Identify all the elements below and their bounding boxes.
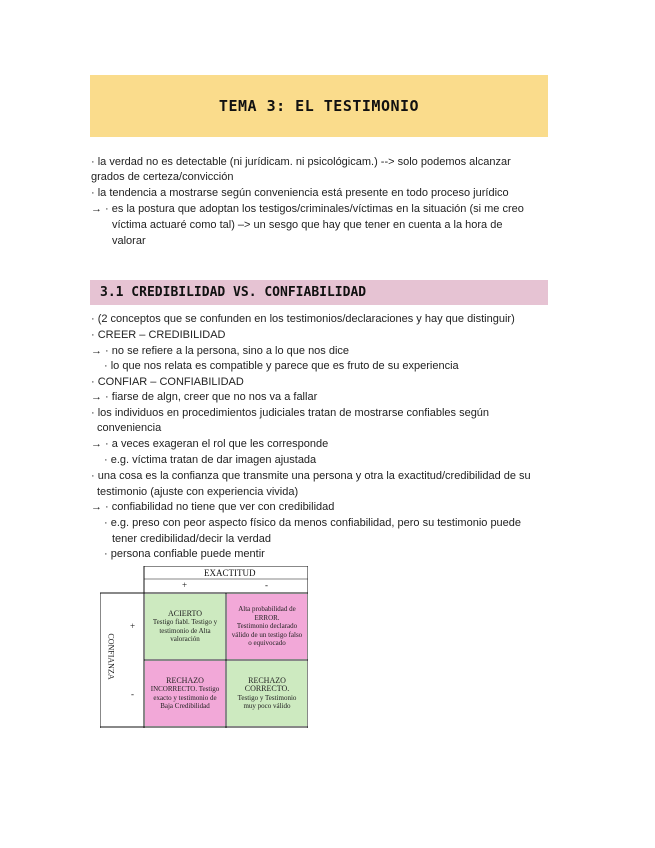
section-line: conveniencia <box>97 422 162 434</box>
section-line: → · fiarse de algn, creer que no nos va a fallar <box>91 391 318 403</box>
col-plus: + <box>182 580 188 590</box>
cell-rechazo-incorrecto <box>145 661 225 726</box>
cell-title: Alta probabilidad de ERROR. <box>238 605 296 622</box>
cell-text: INCORRECTO. Testigo exacto y testimonio de Baja Credibilidad <box>150 685 220 710</box>
cell-title: RECHAZO <box>166 675 204 685</box>
section-line: → · no se refiere a la persona, sino a lo que nos dice <box>91 345 350 357</box>
intro-line: → · es la postura que adoptan los testigos/criminales/víctimas en la situación (si me creo <box>91 203 524 215</box>
section-line: · lo que nos relata es compatible y parece que es fruto de su experiencia <box>104 360 459 372</box>
section-line: tener credibilidad/decir la verdad <box>112 533 271 545</box>
section-line: · los individuos en procedimientos judiciales tratan de mostrarse confiables según <box>91 407 490 419</box>
row-header: CONFIANZA <box>106 633 116 680</box>
credibility-matrix <box>100 566 308 728</box>
section-line: · CREER – CREDIBILIDAD <box>91 329 226 341</box>
intro-line: · la verdad no es detectable (ni jurídicam. ni psicológicam.) --> solo podemos alcanzar <box>91 156 511 168</box>
cell-text: Testimonio declarado válido de un testigo falso o equivocado <box>231 622 303 648</box>
title-banner <box>90 75 548 137</box>
col-header: EXACTITUD <box>204 568 256 578</box>
section-line: · persona confiable puede mentir <box>104 548 265 560</box>
section-line: · una cosa es la confianza que transmite una persona y otra la exactitud/credibilidad de su <box>91 470 531 482</box>
row-plus: + <box>130 621 136 631</box>
section-line: → · confiabilidad no tiene que ver con credibilidad <box>91 501 335 513</box>
cell-title: ACIERTO <box>167 608 203 618</box>
cell-error <box>227 594 307 659</box>
section-line: · (2 conceptos que se confunden en los testimonios/declaraciones y hay que distinguir) <box>91 313 515 325</box>
cell-text: Testigo y Testimonio muy poco válido <box>237 693 297 710</box>
cell-text: Testigo fiabl. Testigo y testimonio de Alta valoración <box>152 618 218 643</box>
intro-line: · la tendencia a mostrarse según conveniencia está presente en todo proceso jurídico <box>91 187 509 199</box>
intro-line: grados de certeza/convicción <box>91 171 234 183</box>
cell-title: RECHAZO CORRECTO. <box>244 675 290 693</box>
section-line: · CONFIAR – CONFIABILIDAD <box>91 376 244 388</box>
section-line: → · a veces exageran el rol que les corresponde <box>91 438 329 450</box>
section-line: testimonio (ajuste con experiencia vivida) <box>97 486 299 498</box>
cell-rechazo-correcto <box>227 661 307 726</box>
page-title: TEMA 3: EL TESTIMONIO <box>218 97 420 115</box>
section-line: · e.g. víctima tratan de dar imagen ajustada <box>104 454 317 466</box>
section-title: 3.1 CREDIBILIDAD VS. CONFIABILIDAD <box>100 285 367 300</box>
intro-line: valorar <box>112 235 146 247</box>
cell-acierto <box>145 594 225 659</box>
row-minus: - <box>131 689 134 699</box>
col-minus: - <box>265 580 268 590</box>
section-line: · e.g. preso con peor aspecto físico da menos confiabilidad, pero su testimonio puede <box>104 517 522 529</box>
intro-line: víctima actuaré como tal) –> un sesgo que hay que tener en cuenta a la hora de <box>112 219 503 231</box>
section-banner <box>90 280 548 305</box>
